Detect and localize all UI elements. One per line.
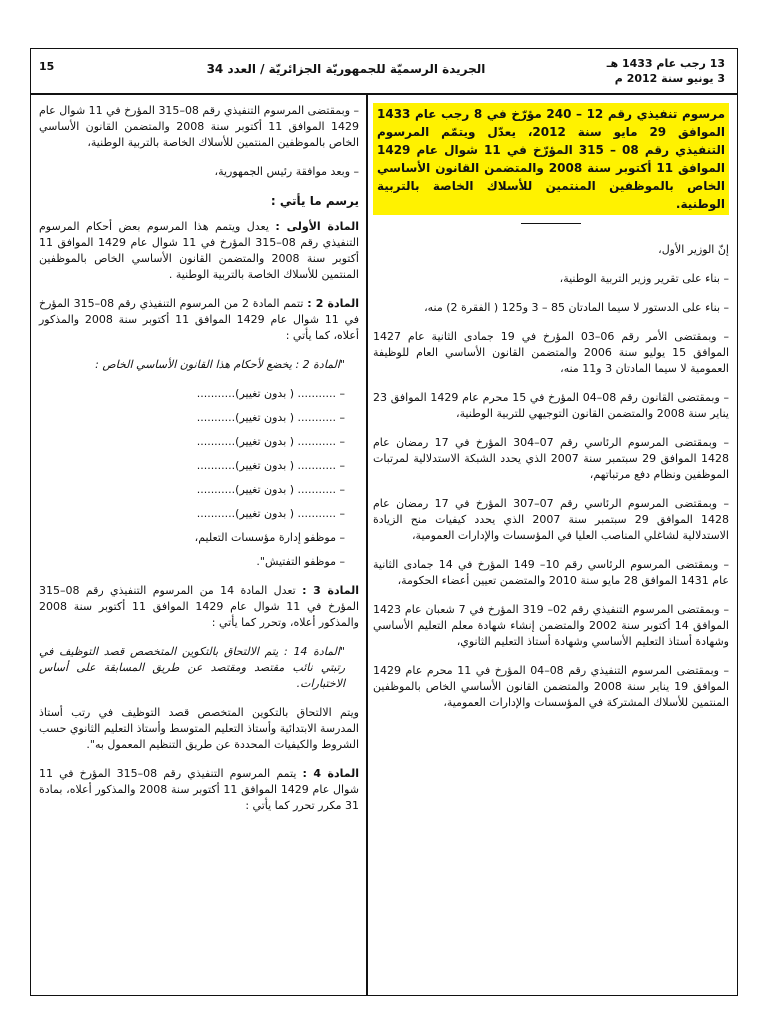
list-item: – ........... ( بدون تغيير)........... (196, 459, 345, 472)
list-item: – ........... ( بدون تغيير)........... (196, 483, 345, 496)
article-1 (39, 219, 359, 283)
article-4 (39, 766, 359, 814)
preamble-paragraph: – بناء على الدستور لا سيما المادتان 85 – 3 و125 ( الفقرة 2) منه، (424, 301, 729, 314)
list-item: – موظفو التفتيش". (256, 555, 345, 568)
journal-page (30, 48, 738, 996)
preamble-paragraph: – وبمقتضى المرسوم الرئاسي رقم 10– 149 المؤرخ في 14 جمادى الثانية عام 1431 الموافق 28 مايو سنة 2010 والمتضمن تعيين أعضاء الحكومة، (373, 558, 730, 587)
right-column (373, 103, 729, 724)
preamble-paragraph: إنّ الوزير الأول، (658, 243, 729, 256)
article-2 (39, 296, 359, 344)
list-item: – ........... ( بدون تغيير)........... (196, 387, 345, 400)
preamble-paragraph: – وبمقتضى الأمر رقم 06–03 المؤرخ في 19 جمادى الثانية عام 1427 الموافق 15 يوليو سنة 2006 والمتضمن القانون الأساسي العام للوظيفة العمومية لا سيما المادتان 3 و11 منه، (373, 330, 730, 375)
list-item: – ........... ( بدون تغيير)........... (196, 411, 345, 424)
article-text: يتمم المرسوم التنفيذي رقم 08–315 المؤرخ في 11 شوال عام 1429 الموافق 11 أكتوبر سنة 2008 والمذكور أعلاه، بمادة 31 مكرر تحرر كما يأتي : (39, 767, 359, 812)
preamble-paragraph: – بناء على تقرير وزير التربية الوطنية، (559, 272, 729, 285)
page-number: 15 (39, 60, 55, 73)
decree-title: مرسوم تنفيذي رقم 12 – 240 مؤرّخ في 8 رجب عام 1433 الموافق 29 مايو سنة 2012، يعدّل ويتمّم المرسوم التنفيذي رقم 08 – 315 المؤرّخ في 11 شوال عام 1429 الموافق 11 أكتوبر سنة 2008 والمتضمن القانون الأساسي الخاص بالموظفين المنتمين للأسلاك الخاصة بالتربية الوطنية. (373, 103, 729, 215)
header-date-hijri: 13 رجب عام 1433 هـ (606, 57, 725, 70)
article-label: المادة 3 : (302, 584, 360, 597)
article-text: يعدل ويتمم هذا المرسوم بعض أحكام المرسوم التنفيذي رقم 08–315 المؤرخ في 11 شوال عام 1429 الموافق 11 أكتوبر سنة 2008 والمتضمن القانون الأساسي الخاص بالموظفين المنتمين للأسلاك الخاصة بالتربية الوطنية . (39, 220, 359, 281)
header-date-gregorian: 3 يونيو سنة 2012 م (614, 72, 725, 85)
journal-title: الجريدة الرسميّة للجمهوريّة الجزائريّة / العدد 34 (206, 62, 486, 76)
preamble-paragraph: – وبعد موافقة رئيس الجمهورية، (214, 165, 359, 178)
article-quote: "المادة 2 : يخضع لأحكام هذا القانون الأساسي الخاص : (95, 358, 345, 371)
article-continuation: ويتم الالتحاق بالتكوين المتخصص قصد التوظيف في رتب أستاذ المدرسة الابتدائية وأستاذ التعليم المتوسط وأستاذ التعليم الثانوي حسب الشروط والكيفيات المحددة عن طريق التنظيم المعمول به". (39, 706, 359, 751)
article-label: المادة الأولى : (275, 220, 359, 233)
column-divider (366, 95, 368, 995)
article-quote: "المادة 14 : يتم الالتحاق بالتكوين المتخصص قصد التوظيف في رتبتي نائب مقتصد ومقتصد عن طريق المسابقة على أساس الاختبارات. (39, 645, 345, 690)
list-item: – موظفو إدارة مؤسسات التعليم، (194, 531, 345, 544)
preamble-paragraph: – وبمقتضى المرسوم التنفيذي رقم 08–315 المؤرخ في 11 شوال عام 1429 الموافق 11 أكتوبر سنة 2008 والمتضمن القانون الأساسي الخاص بالموظفين المنتمين للأسلاك الخاصة بالتربية الوطنية، (38, 104, 359, 149)
header-date (607, 56, 725, 86)
preamble-paragraph: – وبمقتضى المرسوم التنفيذي رقم 02– 319 المؤرخ في 7 شعبان عام 1423 الموافق 14 أكتوبر سنة 2002 والمتضمن إنشاء شهادة معلم التعليم الأساسي وشهادة أستاذ التعليم الأساسي وشهادة أستاذ التعليم الثانوي، (373, 603, 729, 648)
article-label: المادة 2 : (307, 297, 360, 310)
article-label: المادة 4 : (302, 767, 360, 780)
unchanged-list (39, 386, 359, 570)
list-item: – ........... ( بدون تغيير)........... (196, 435, 345, 448)
page-header (31, 49, 737, 95)
article-text: تعدل المادة 14 من المرسوم التنفيذي رقم 08–315 المؤرخ في 11 شوال عام 1429 الموافق 11 أكتوبر سنة 2008 والمذكور أعلاه، وتحرر كما يأتي : (39, 584, 359, 629)
preamble-paragraph: – وبمقتضى المرسوم التنفيذي رقم 08–04 المؤرخ في 11 محرم عام 1429 الموافق 19 يناير سنة 2008 والمتضمن القانون الأساسي الخاص بالموظفين المنتمين للأسلاك المشتركة في المؤسسات والإدارات العمومية، (373, 664, 730, 709)
article-3 (39, 583, 359, 631)
list-item: – ........... ( بدون تغيير)........... (196, 507, 345, 520)
preamble-paragraph: – وبمقتضى القانون رقم 08–04 المؤرخ في 15 محرم عام 1429 الموافق 23 يناير سنة 2008 والمتضمن القانون التوجيهي للتربية الوطنية، (373, 391, 729, 420)
decrees-heading: يرسم ما يأتي : (270, 194, 359, 208)
preamble-paragraph: – وبمقتضى المرسوم الرئاسي رقم 07–304 المؤرخ في 17 رمضان عام 1428 الموافق 29 سبتمبر سنة 2007 الذي يحدد الشبكة الاستدلالية لمرتبات الموظفين ونظام دفع مرتباتهم، (373, 436, 729, 481)
left-column (39, 103, 359, 827)
preamble-paragraph: – وبمقتضى المرسوم الرئاسي رقم 07–307 المؤرخ في 17 رمضان عام 1428 الموافق 29 سبتمبر سنة 2007 الذي يحدد كيفيات منح الزيادة الاستدلالية لشاغلي المناصب العليا في المؤسسات والإدارات العمومية، (373, 497, 729, 542)
article-text: تتمم المادة 2 من المرسوم التنفيذي رقم 08–315 المؤرخ في 11 شوال عام 1429 الموافق 11 أكتوبر سنة 2008 والمذكور أعلاه، كما يأتي : (39, 297, 359, 342)
title-separator (521, 223, 581, 224)
